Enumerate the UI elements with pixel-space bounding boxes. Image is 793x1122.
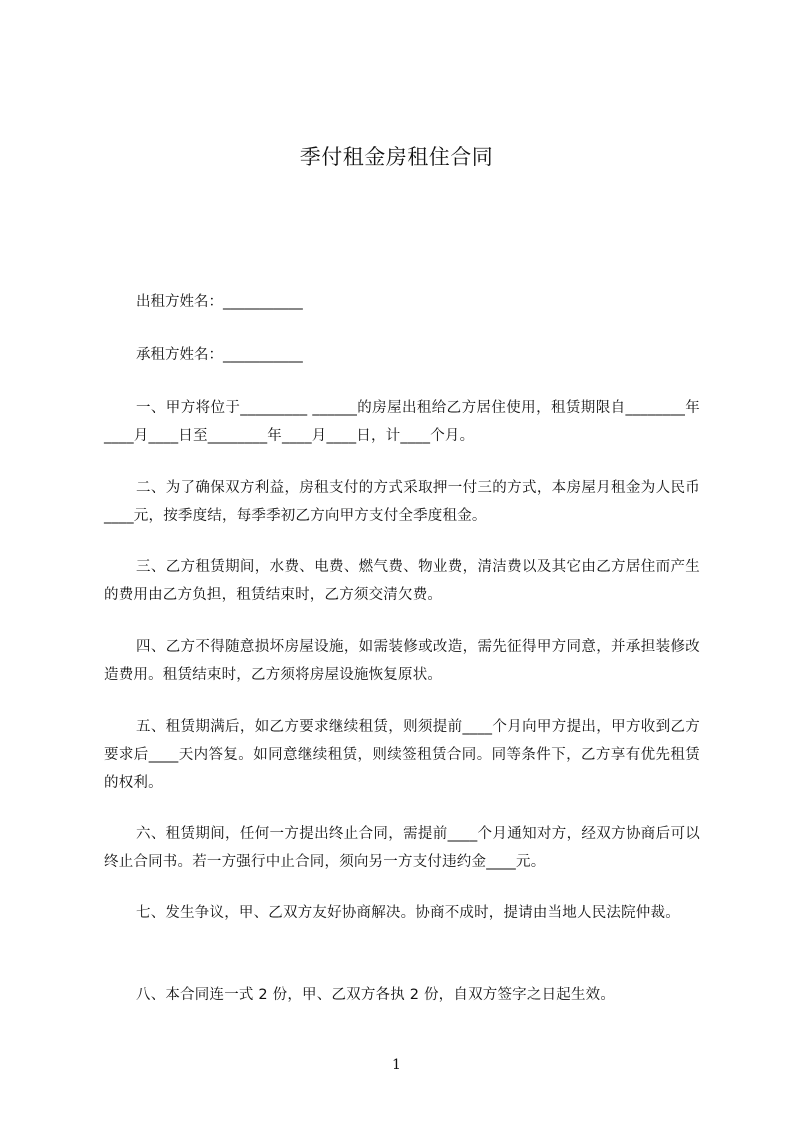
clause-4: 四、乙方不得随意损坏房屋设施，如需装修或改造，需先征得甲方同意，并承担装修改造费用。租赁结束时，乙方须将房屋设施恢复原状。 [104, 639, 700, 683]
clause-6: 六、租赁期间，任何一方提出终止合同，需提前____个月通知对方，经双方协商后可以终止合同书。若一方强行中止合同，须向另一方支付违约金____元。 [104, 826, 700, 870]
clause-3: 三、乙方租赁期间，水费、电费、燃气费、物业费，清洁费以及其它由乙方居住而产生的费用由乙方负担，租赁结束时，乙方须交清欠费。 [104, 559, 700, 603]
clause-5: 五、租赁期满后，如乙方要求继续租赁，则须提前____个月向甲方提出，甲方收到乙方要求后____天内答复。如同意继续租赁，则续签租赁合同。同等条件下，乙方享有优先租赁的权利。 [104, 719, 700, 791]
clause-7: 七、发生争议，甲、乙双方友好协商解决。协商不成时，提请由当地人民法院仲裁。 [136, 905, 680, 921]
page-number: 1 [392, 1057, 401, 1073]
clause-1: 一、甲方将位于_________ ______的房屋出租给乙方居住使用，租赁期限自________年____月____日至________年____月____日，计____个月。 [104, 400, 700, 444]
clause-2: 二、为了确保双方利益，房租支付的方式采取押一付三的方式，本房屋月租金为人民币____元，按季度结，每季季初乙方向甲方支付全季度租金。 [104, 480, 700, 524]
lessor-name-line: 出租方姓名：___________ [136, 294, 303, 310]
lessee-name-line: 承租方姓名：___________ [136, 347, 303, 363]
clause-8: 八、本合同连一式 2 份，甲、乙双方各执 2 份，自双方签字之日起生效。 [136, 987, 616, 1003]
document-title: 季付租金房租住合同 [299, 145, 494, 169]
